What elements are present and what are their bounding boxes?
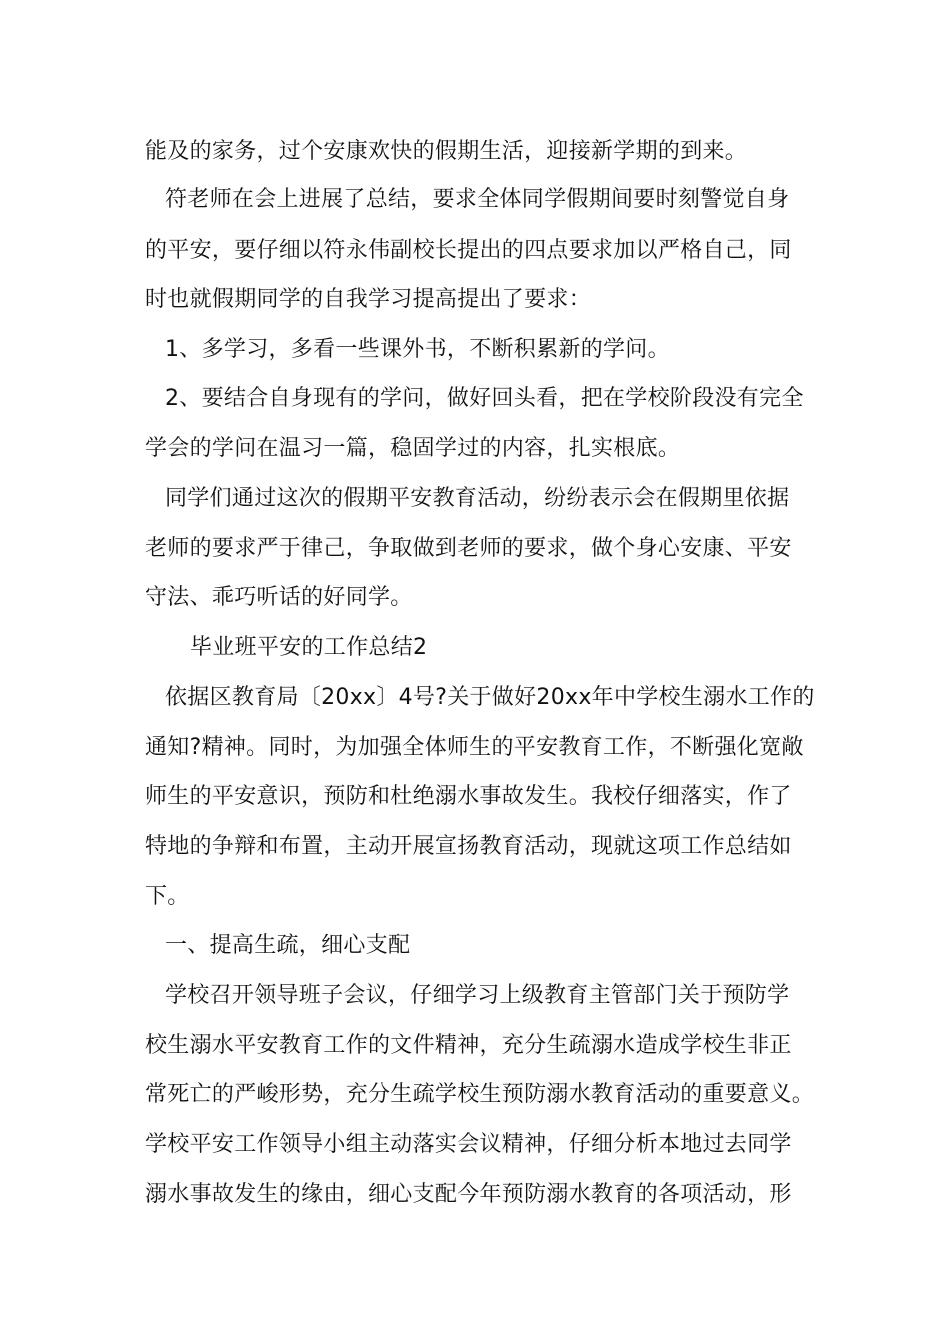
- paragraph-line: 老师的要求严于律己，争取做到老师的要求，做个身心安康、平安: [145, 536, 792, 561]
- paragraph-line: 守法、乖巧听话的好同学。: [145, 585, 413, 610]
- list-item: 2、要结合自身现有的学问，做好回头看，把在学校阶段没有完全: [165, 386, 804, 411]
- paragraph-line: 师生的平安意识，预防和杜绝溺水事故发生。我校仔细落实，作了: [145, 784, 792, 809]
- paragraph-line: 的平安，要仔细以符永伟副校长提出的四点要求加以严格自己，同: [145, 238, 792, 263]
- paragraph-line: 学校召开领导班子会议，仔细学习上级教育主管部门关于预防学: [165, 983, 790, 1008]
- subsection-heading: 一、提高生疏，细心支配: [165, 933, 411, 958]
- paragraph-line: 常死亡的严峻形势，充分生疏学校生预防溺水教育活动的重要意义。: [145, 1082, 815, 1107]
- paragraph-line: 时也就假期同学的自我学习提高提出了要求：: [145, 287, 592, 312]
- paragraph-line: 下。: [145, 884, 190, 909]
- paragraph-line: 能及的家务，过个安康欢快的假期生活，迎接新学期的到来。: [145, 139, 748, 164]
- paragraph-line: 依据区教育局〔20xx〕4号?关于做好20xx年中学校生溺水工作的: [165, 685, 815, 710]
- paragraph-line: 溺水事故发生的缘由，细心支配今年预防溺水教育的各项活动，形: [145, 1182, 792, 1207]
- paragraph-line: 学校平安工作领导小组主动落实会议精神，仔细分析本地过去同学: [145, 1132, 792, 1157]
- section-title: 毕业班平安的工作总结2: [190, 635, 428, 660]
- list-item: 1、多学习，多看一些课外书，不断积累新的学问。: [165, 337, 670, 362]
- paragraph-line: 校生溺水平安教育工作的文件精神，充分生疏溺水造成学校生非正: [145, 1033, 792, 1058]
- paragraph-line: 特地的争辩和布置，主动开展宣扬教育活动，现就这项工作总结如: [145, 834, 792, 859]
- paragraph-line: 同学们通过这次的假期平安教育活动，纷纷表示会在假期里依据: [165, 486, 790, 511]
- paragraph-line: 通知?精神。同时，为加强全体师生的平安教育工作，不断强化宽敞: [145, 735, 804, 760]
- paragraph-line: 学会的学问在温习一篇，稳固学过的内容，扎实根底。: [145, 436, 681, 461]
- paragraph-line: 符老师在会上进展了总结，要求全体同学假期间要时刻警觉自身: [165, 187, 790, 212]
